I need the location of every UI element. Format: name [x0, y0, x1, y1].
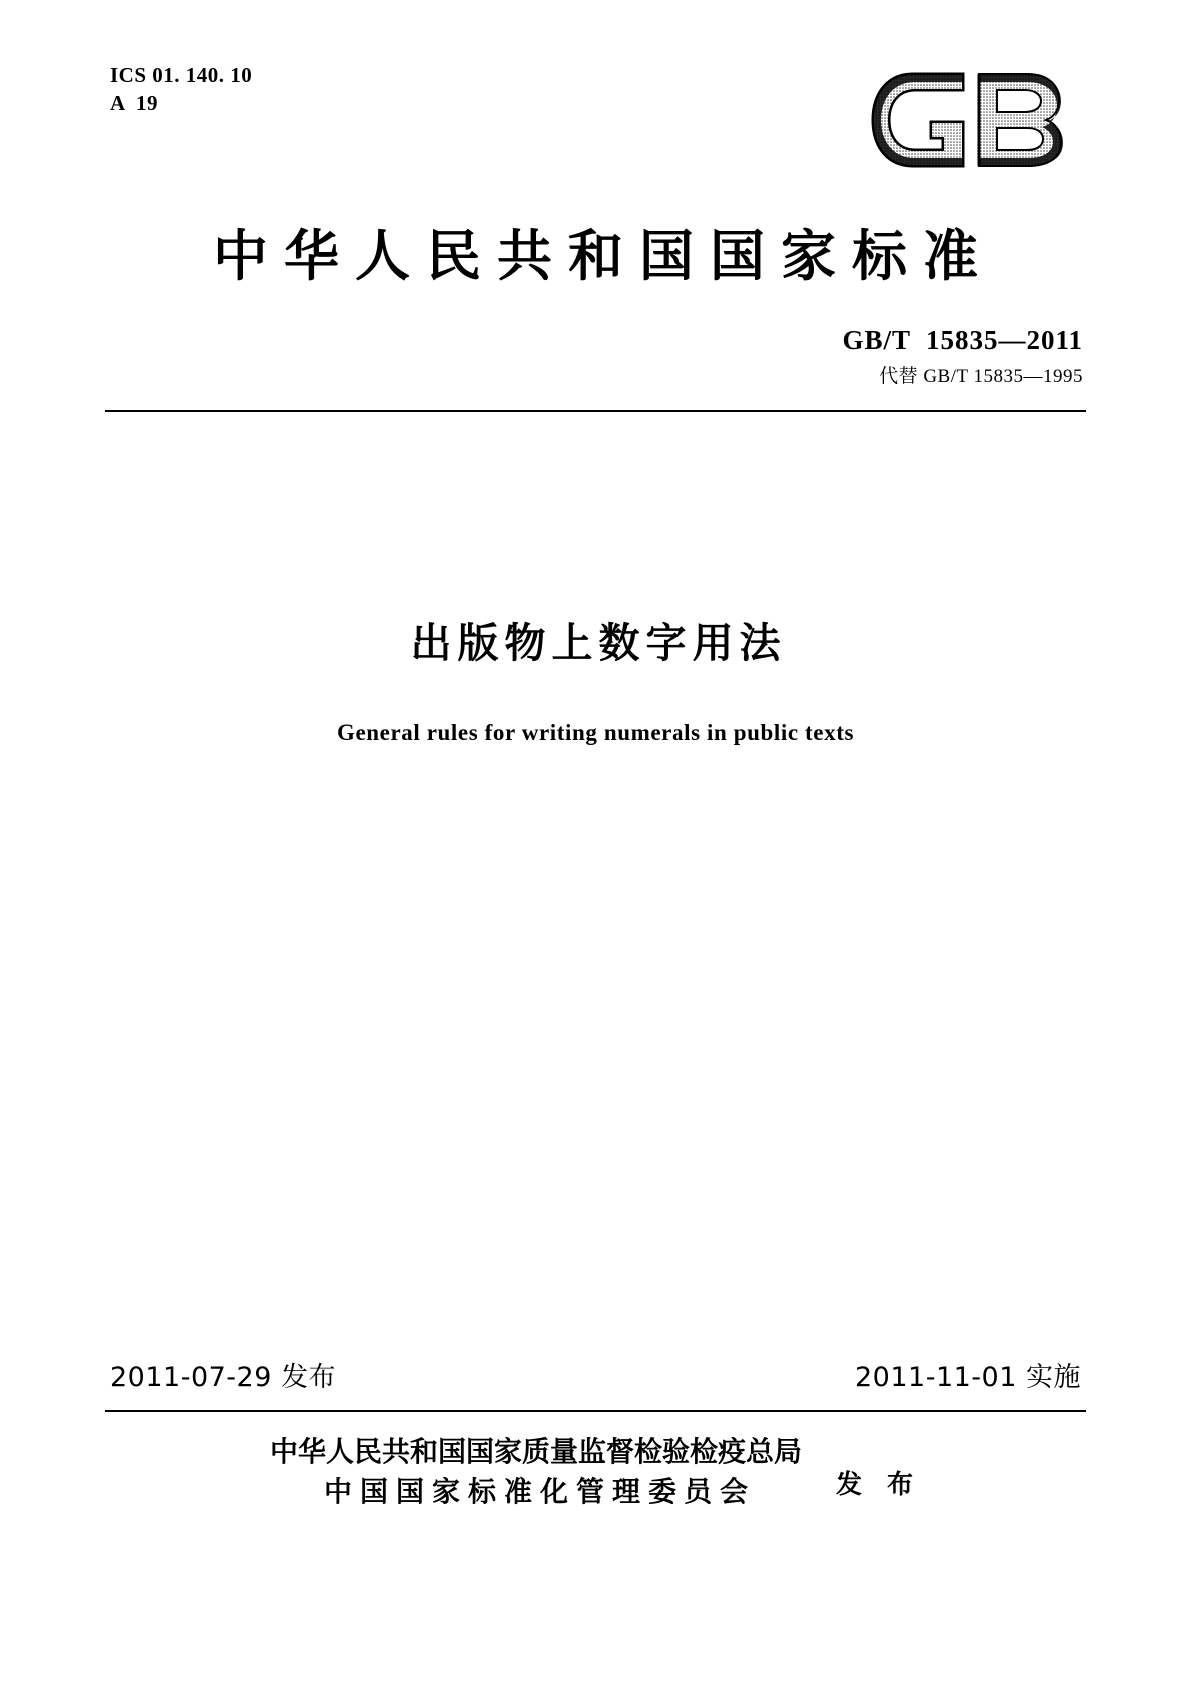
document-title-english: General rules for writing numerals in public texts [336, 720, 855, 745]
gb-logo [851, 60, 1086, 180]
header-divider [105, 410, 1086, 412]
issuer-organization-1: 中华人民共和国国家质量监督检验检疫总局 [269, 1435, 802, 1468]
standard-number-block [842, 325, 1083, 388]
issuer-publish-label: 发 布 [835, 1470, 922, 1501]
issuer-block [0, 1432, 1191, 1512]
implementation-date: 2011-11-01 实施 [855, 1362, 1081, 1393]
ccs-code: A 19 [110, 90, 159, 115]
issuer-names [270, 1432, 802, 1512]
ics-code: ICS 01. 140. 10 [110, 63, 253, 87]
national-standard-heading: 中华人民共和国国家标准 [212, 224, 994, 288]
issue-date: 2011-07-29 发布 [110, 1362, 336, 1393]
ics-classification-block [110, 62, 252, 117]
standard-replaces: 代替 GB/T 15835—1995 [879, 366, 1083, 387]
standard-number: GB/T 15835—2011 [842, 325, 1083, 355]
document-title-chinese: 出版物上数字用法 [410, 619, 787, 667]
issuer-organization-2: 中国国家标准化管理委员会 [323, 1474, 756, 1508]
footer-divider [105, 1410, 1086, 1412]
